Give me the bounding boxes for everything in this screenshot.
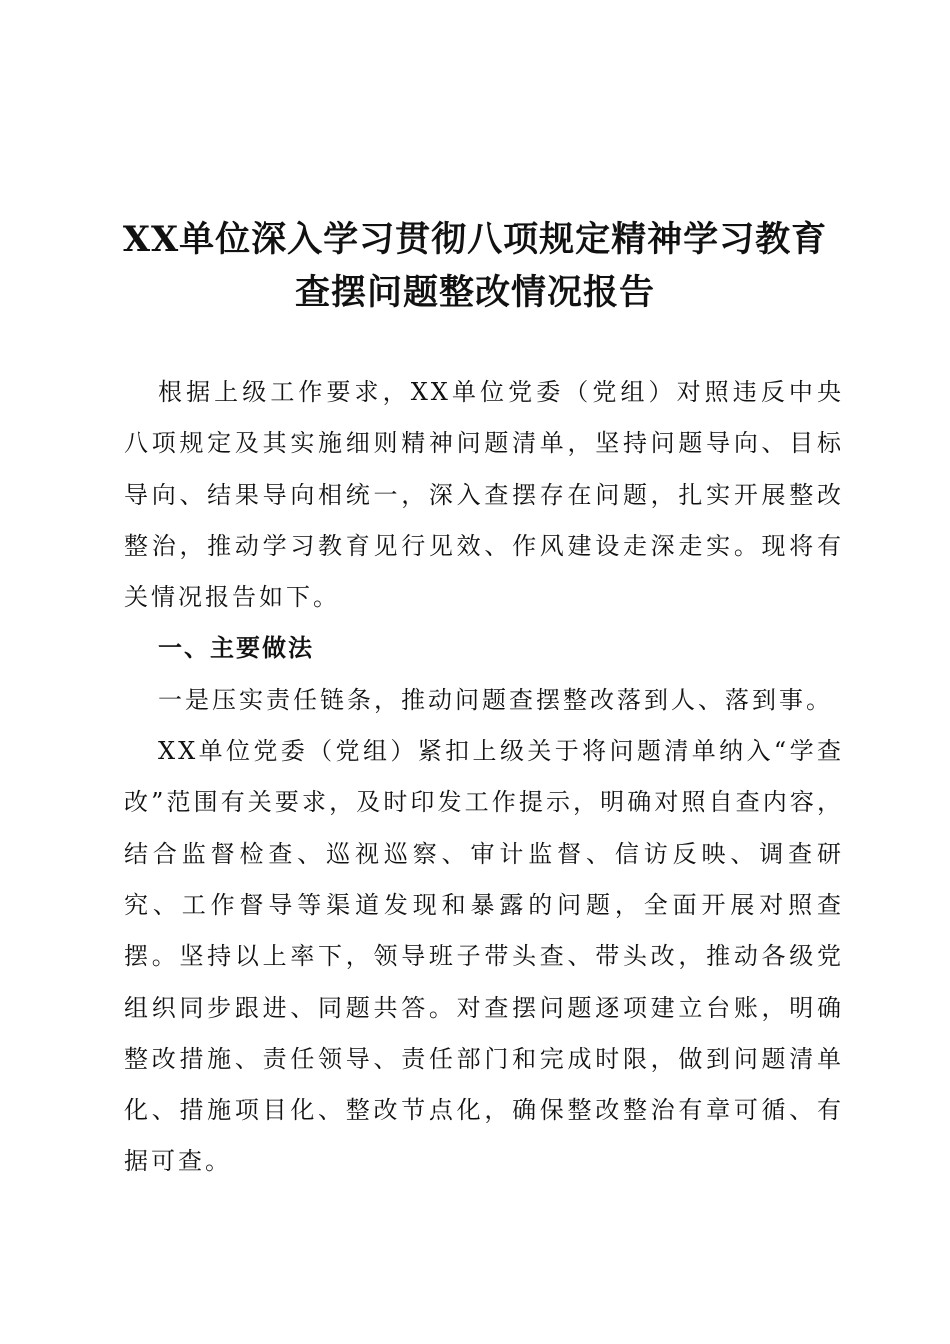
subsection-heading: 一是压实责任链条，推动问题查摆整改落到人、落到事。 bbox=[158, 685, 833, 714]
section-heading: 一、主要做法 bbox=[158, 634, 314, 663]
intro-paragraph: 根据上级工作要求，XX单位党委（党组）对照违反中央八项规定及其实施细则精神问题清单，坚持问题导向、目标导向、结果导向相统一，深入查摆存在问题，扎实开展整改整治，推动学习教育见行见效、作风建设走深走实。现将有关情况报告如下。 bbox=[124, 378, 844, 612]
document-title bbox=[0, 213, 950, 319]
title-line-1: XX单位深入学习贯彻八项规定精神学习教育 bbox=[122, 219, 828, 260]
title-line-2: 查摆问题整改情况报告 bbox=[294, 272, 655, 313]
document-body bbox=[124, 367, 844, 1188]
body-paragraph: XX单位党委（党组）紧扣上级关于将问题清单纳入“学查改”范围有关要求，及时印发工作提示，明确对照自查内容，结合监督检查、巡视巡察、审计监督、信访反映、调查研究、工作督导等渠道发现和暴露的问题，全面开展对照查摆。坚持以上率下，领导班子带头查、带头改，推动各级党组织同步跟进、同题共答。对查摆问题逐项建立台账，明确整改措施、责任领导、责任部门和完成时限，做到问题清单化、措施项目化、整改节点化，确保整改整治有章可循、有据可查。 bbox=[124, 737, 844, 1176]
